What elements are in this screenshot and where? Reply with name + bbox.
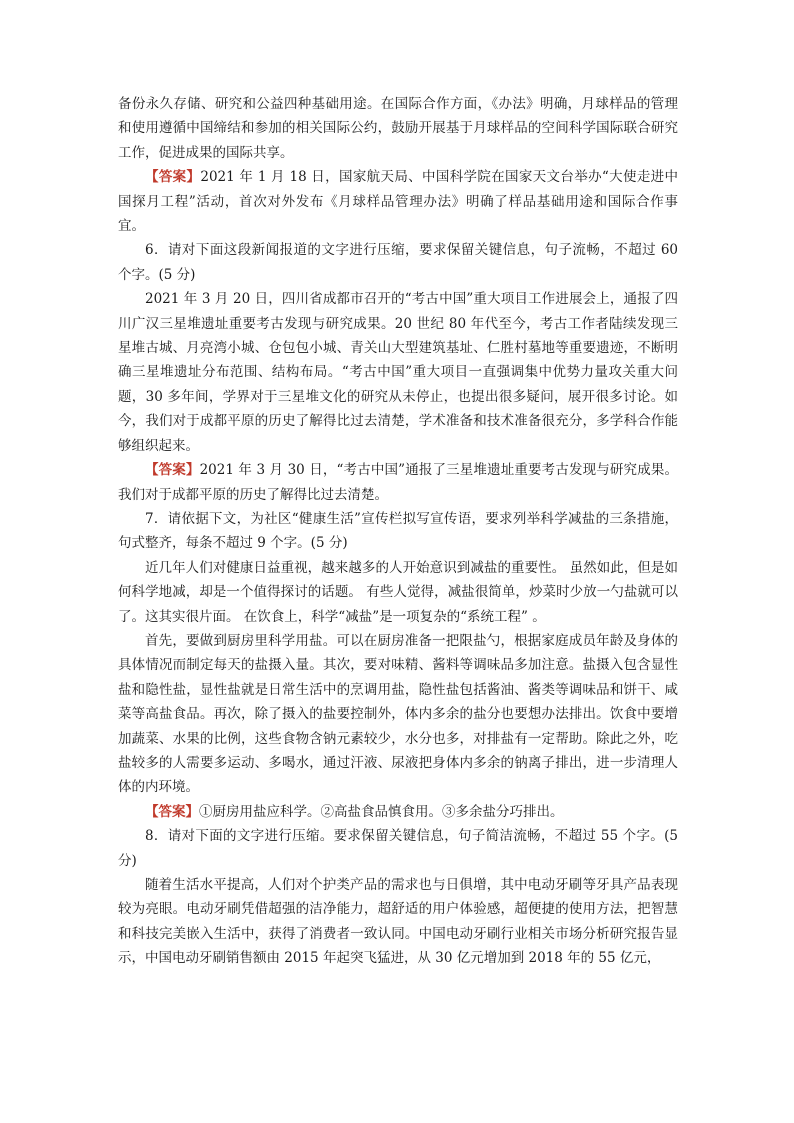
answer-label: 【答案】 xyxy=(145,803,199,820)
answer-7 xyxy=(118,800,678,824)
question-8-passage: 随着生活水平提高，人们对个护类产品的需求也与日俱增，其中电动牙刷等牙具产品表现较为亮眼。电动牙刷凭借超强的洁净能力，超舒适的用户体验感，超便捷的使用方法，把智慧和科技完美嵌入生活中，获得了消费者一致认同。中国电动牙刷行业相关市场分析研究报告显示，中国电动牙刷销售额由 2015 年起突飞猛进，从 30 亿元增加到 2018 年的 55 亿元， xyxy=(118,877,678,967)
question-6: 6．请对下面这段新闻报道的文字进行压缩，要求保留关键信息，句子流畅，不超过 60 个字。(5 分) xyxy=(118,242,678,283)
question-8: 8．请对下面的文字进行压缩。要求保留关键信息，句子简洁流畅，不超过 55 个字。(5 分) xyxy=(118,828,678,869)
answer-label: 【答案】 xyxy=(145,462,200,479)
question-7-passage-2: 首先，要做到厨房里科学用盐。可以在厨房准备一把限盐勺，根据家庭成员年龄及身体的具体情况而制定每天的盐摄入量。其次，要对味精、酱料等调味品多加注意。盐摄入包含显性盐和隐性盐，显性盐就是日常生活中的烹调用盐，隐性盐包括酱油、酱类等调味品和饼干、咸菜等高盐食品。再次，除了摄入的盐要控制外，体内多余的盐分也要想办法排出。饮食中要增加蔬菜、水果的比例，这些食物含钠元素较少，水分也多，对排盐有一定帮助。除此之外，吃盐较多的人需要多运动、多喝水，通过汗液、尿液把身体内多余的钠离子排出，进一步清理人体的内环境。 xyxy=(118,632,678,796)
answer-6 xyxy=(118,458,678,507)
answer-7-text: ①厨房用盐应科学。②高盐食品慎食用。③多余盐分巧排出。 xyxy=(199,803,564,820)
document-page xyxy=(118,92,678,971)
question-7: 7．请依据下文，为社区“健康生活”宣传栏拟写宣传语，要求列举科学减盐的三条措施，句式整齐，每条不超过 9 个字。(5 分) xyxy=(118,510,678,552)
answer-5 xyxy=(118,165,678,238)
question-6-passage: 2021 年 3 月 20 日，四川省成都市召开的“考古中国”重大项目工作进展会上，通报了四川广汉三星堆遗址重要考古发现与研究成果。20 世纪 80 年代至今，考古工作者陆续发现三星堆古城、月亮湾小城、仓包包小城、青关山大型建筑基址、仁胜村墓地等重要遗迹，不断明确三星堆遗址分布范围、结构布局。“考古中国”重大项目一直强调集中优势力量攻关重大问题，30 多年间，学界对于三星堆文化的研究从未停止，也提出很多疑问，展开很多讨论。如今，我们对于成都平原的历史了解得比过去清楚，学术准备和技术准备很充分，多学科合作能够组织起来。 xyxy=(118,291,678,454)
continued-paragraph: 备份永久存储、研究和公益四种基础用途。在国际合作方面，《办法》明确，月球样品的管理和使用遵循中国缔结和参加的相关国际公约，鼓励开展基于月球样品的空间科学国际联合研究工作，促进成果的国际共享。 xyxy=(118,96,678,161)
answer-label: 【答案】 xyxy=(145,169,201,186)
answer-6-text: 2021 年 3 月 30 日，“考古中国”通报了三星堆遗址重要考古发现与研究成果。我们对于成都平原的历史了解得比过去清楚。 xyxy=(118,462,678,503)
answer-5-text: 2021 年 1 月 18 日，国家航天局、中国科学院在国家天文台举办“大使走进中国探月工程”活动，首次对外发布《月球样品管理办法》明确了样品基础用途和国际合作事宜。 xyxy=(118,169,679,235)
question-7-passage-1: 近几年人们对健康日益重视，越来越多的人开始意识到减盐的重要性。 虽然如此，但是如何科学地减，却是一个值得探讨的话题。 有些人觉得，减盐很简单，炒菜时少放一勺盐就可以了。这其实很片面。 在饮食上，科学“减盐”是一项复杂的“系统工程” 。 xyxy=(118,559,678,625)
